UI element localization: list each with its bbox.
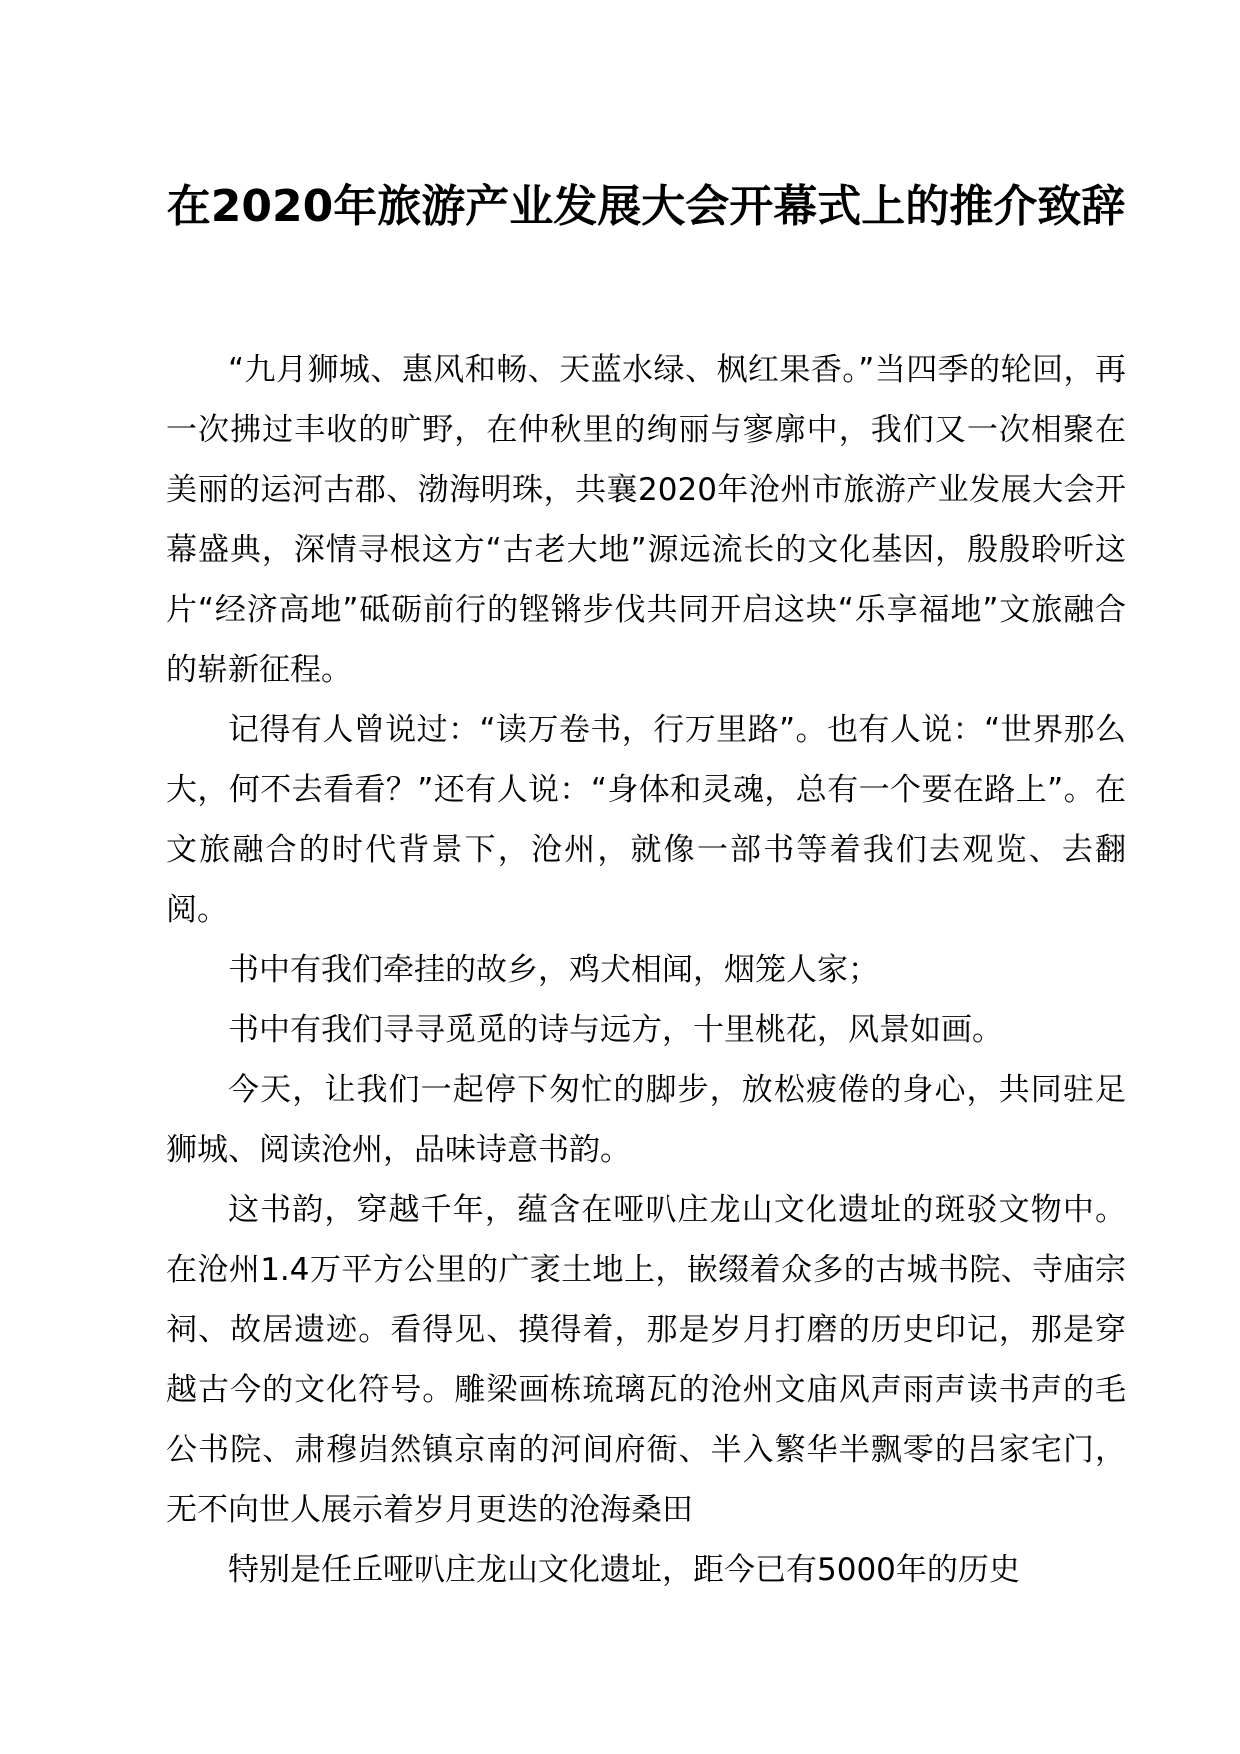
paragraph: “九月狮城、惠风和畅、天蓝水绿、枫红果香。”当四季的轮回，再一次拂过丰收的旷野，在仲秋里的绚丽与寥廓中，我们又一次相聚在美丽的运河古郡、渤海明珠，共襄2020年沧州市旅游产业发展大会开幕盛典，深情寻根这方“古老大地”源远流长的文化基因，殷殷聆听这片“经济高地”砥砺前行的铿锵步伐共同开启这块“乐享福地”文旅融合的崭新征程。 bbox=[166, 352, 1126, 688]
paragraph: 书中有我们寻寻觅觅的诗与远方，十里桃花，风景如画。 bbox=[228, 1012, 1003, 1048]
paragraph: 特别是任丘哑叭庄龙山文化遗址，距今已有5000年的历史 bbox=[228, 1552, 1020, 1588]
paragraph: 记得有人曾说过：“读万卷书，行万里路”。也有人说：“世界那么大，何不去看看？”还有人说：“身体和灵魂，总有一个要在路上”。在文旅融合的时代背景下，沧州，就像一部书等着我们去观览、去翻阅。 bbox=[166, 712, 1126, 928]
paragraph: 这书韵，穿越千年，蕴含在哑叭庄龙山文化遗址的斑驳文物中。在沧州1.4万平方公里的广袤土地上，嵌缀着众多的古城书院、寺庙宗祠、故居遗迹。看得见、摸得着，那是岁月打磨的历史印记，那是穿越古今的文化符号。雕梁画栋琉璃瓦的沧州文庙风声雨声读书声的毛公书院、肃穆岿然镇京南的河间府衙、半入繁华半飘零的吕家宅门，无不向世人展示着岁月更迭的沧海桑田 bbox=[166, 1192, 1126, 1528]
document-title: 在2020年旅游产业发展大会开幕式上的推介致辞 bbox=[166, 181, 1126, 232]
paragraph: 书中有我们牵挂的故乡，鸡犬相闻，烟笼人家； bbox=[228, 952, 879, 988]
paragraph: 今天，让我们一起停下匆忙的脚步，放松疲倦的身心，共同驻足狮城、阅读沧州，品味诗意书韵。 bbox=[166, 1072, 1126, 1168]
document-body bbox=[166, 340, 1126, 1600]
